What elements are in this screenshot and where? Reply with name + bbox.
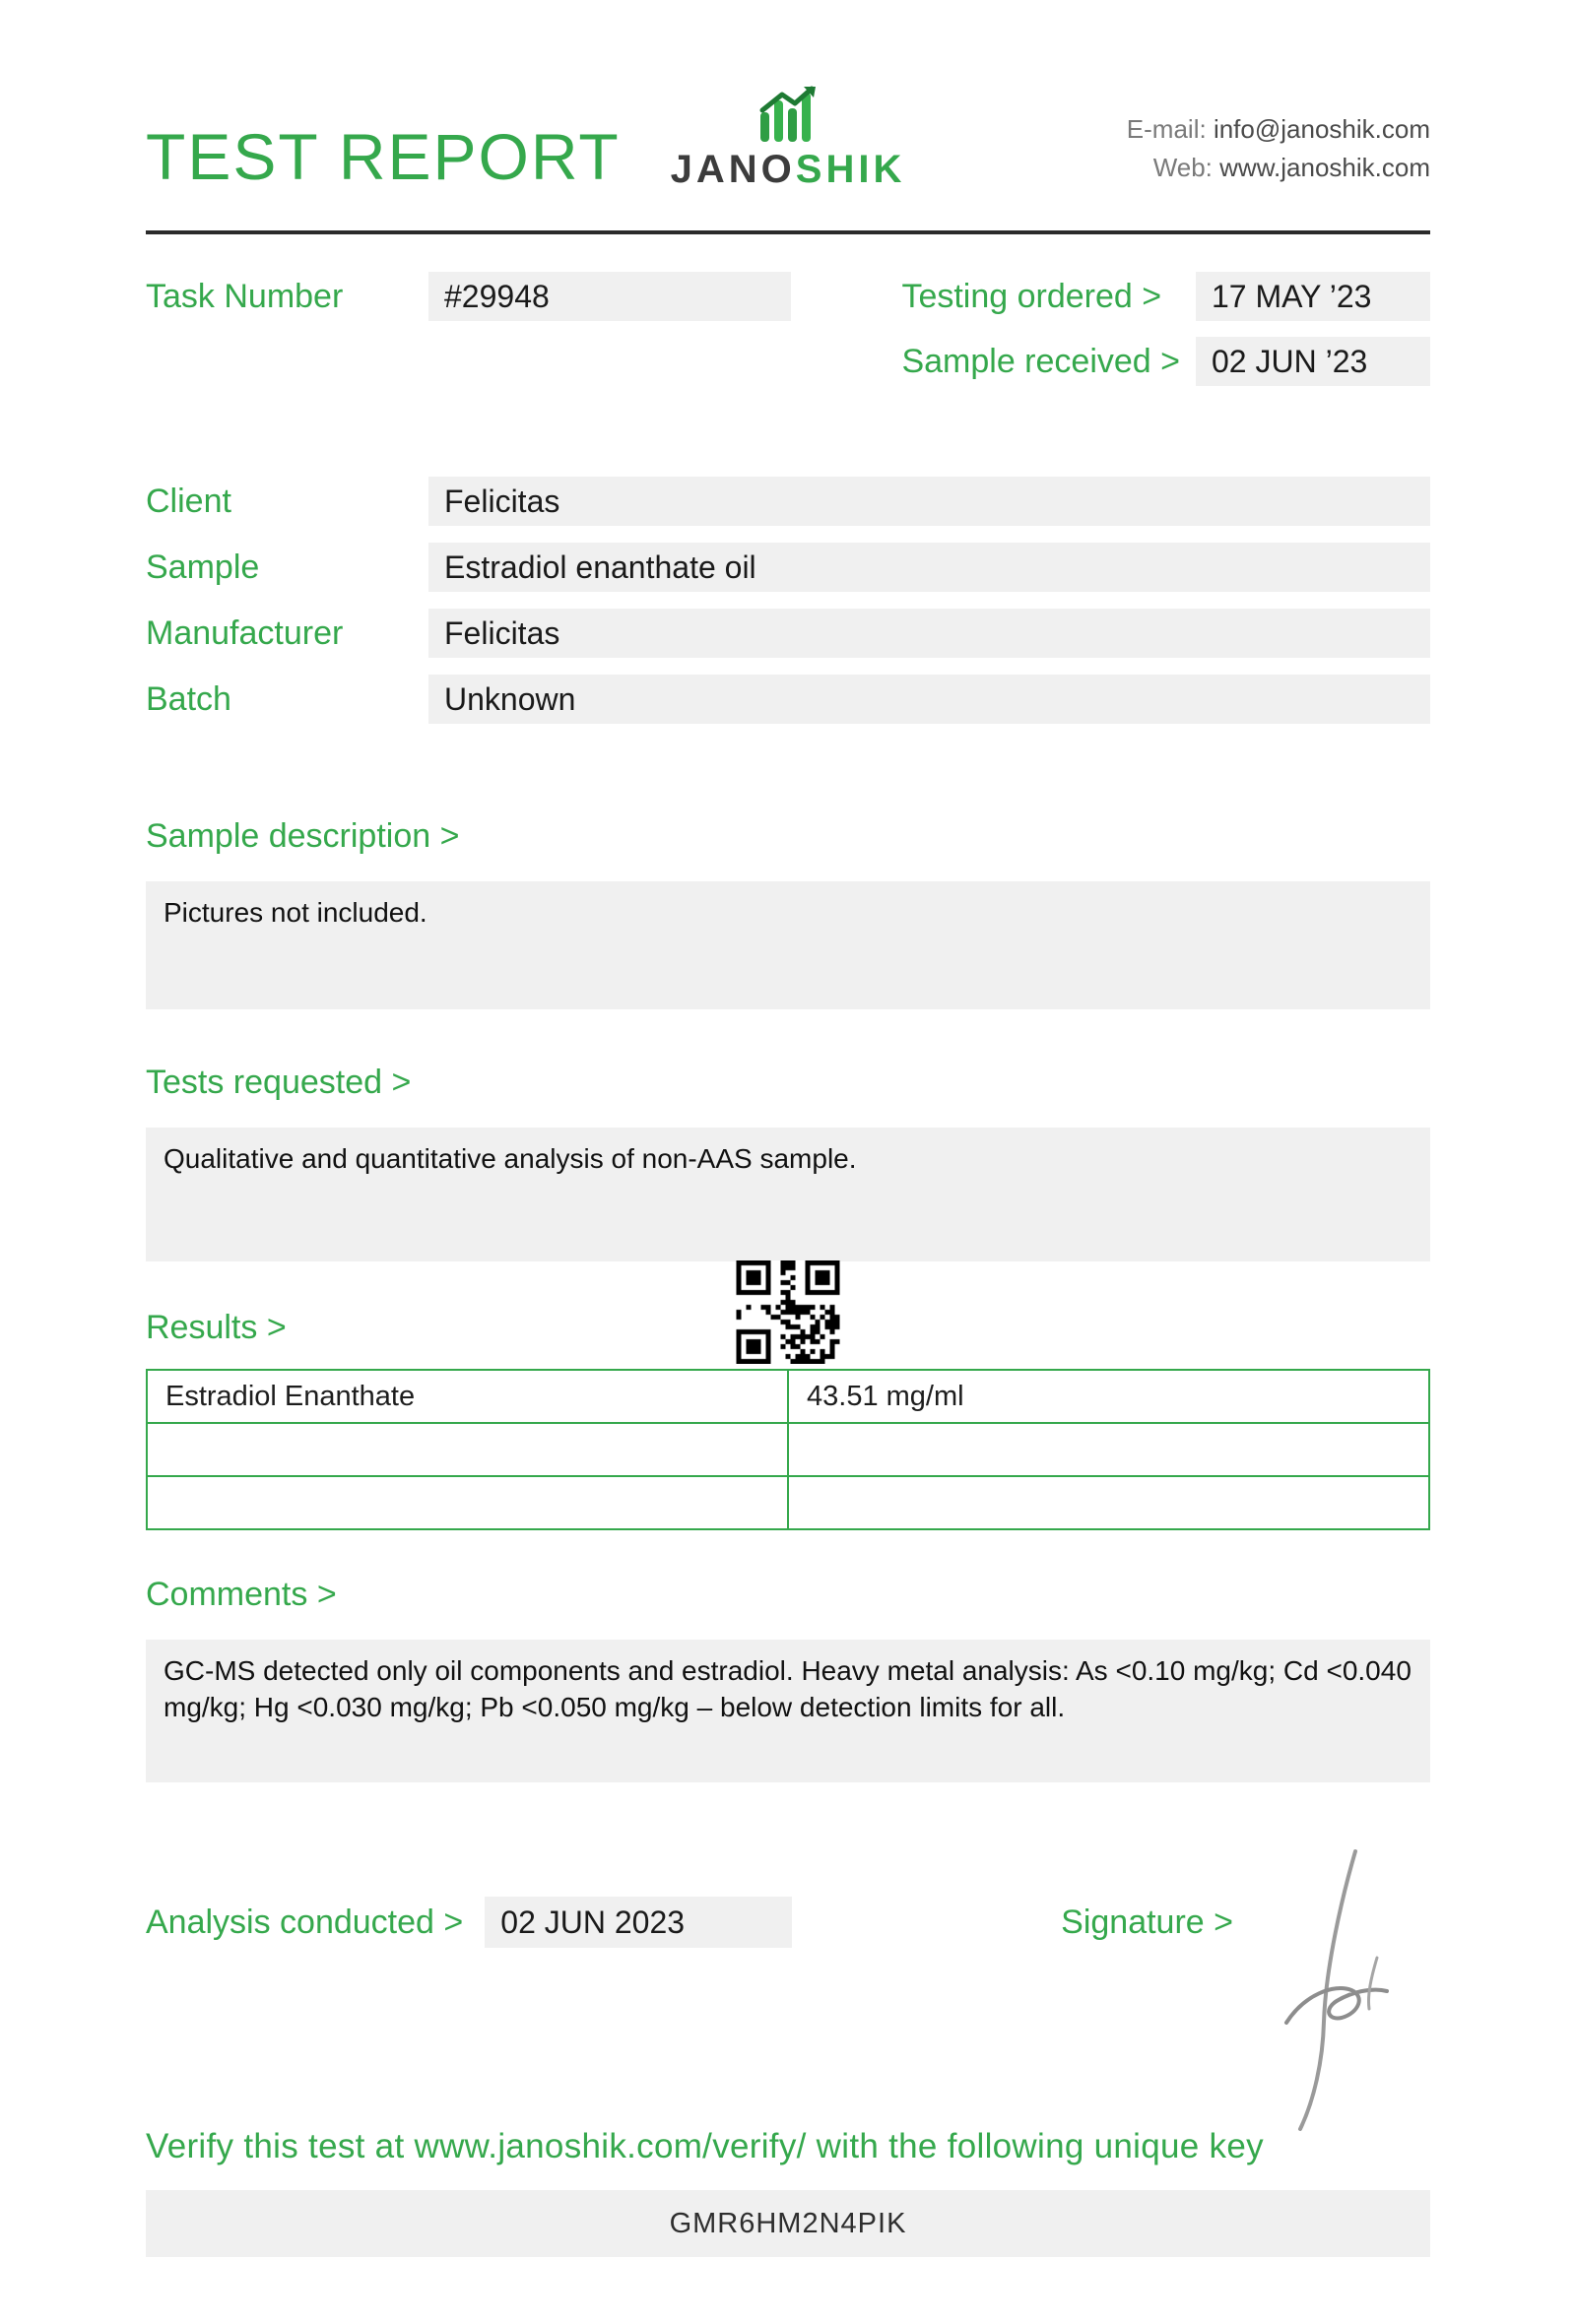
web-line <box>905 149 1430 187</box>
result-concentration <box>788 1423 1429 1476</box>
batch-field <box>428 675 1430 724</box>
results-heading: Results > <box>146 1308 287 1346</box>
result-concentration <box>788 1476 1429 1529</box>
results-section <box>146 1308 1430 1531</box>
page-title: TEST REPORT <box>146 120 621 193</box>
signature-image <box>1261 1840 1409 2135</box>
client-value: Felicitas <box>444 483 560 519</box>
janoshik-logo <box>671 85 906 189</box>
logo-jano: JANO <box>670 148 796 191</box>
result-substance: Estradiol Enanthate <box>147 1370 788 1423</box>
task-number-row <box>146 272 791 321</box>
testing-ordered-field <box>1196 272 1430 321</box>
email-label: E-mail: <box>1126 114 1207 144</box>
verify-instruction: Verify this test at www.janoshik.com/verify/ with the following unique key <box>146 2127 1264 2166</box>
task-number-field <box>428 272 791 321</box>
contact-info <box>905 110 1430 189</box>
verify-key: GMR6HM2N4PIK <box>669 2207 907 2239</box>
task-number-value: #29948 <box>444 278 550 314</box>
logo-wordmark <box>671 150 906 189</box>
sample-description-heading: Sample description > <box>146 817 460 855</box>
qr-code <box>737 1260 840 1364</box>
result-concentration: 43.51 mg/ml <box>788 1370 1429 1423</box>
sample-value: Estradiol enanthate oil <box>444 549 756 585</box>
analysis-date-value: 02 JUN 2023 <box>500 1904 686 1940</box>
tests-requested-heading: Tests requested > <box>146 1063 412 1101</box>
tests-requested-box <box>146 1128 1430 1261</box>
signature-label: Signature > <box>1061 1903 1233 1941</box>
sample-field <box>428 543 1430 592</box>
client-label: Client <box>146 482 231 520</box>
chart-logo-icon <box>749 85 827 146</box>
result-substance <box>147 1423 788 1476</box>
manufacturer-field <box>428 609 1430 658</box>
testing-ordered-label: Testing ordered > <box>901 277 1162 315</box>
comments-text: GC-MS detected only oil components and estradiol. Heavy metal analysis: As <0.10 mg/kg; Cd <0.040 mg/kg; Hg <0.030 mg/kg; Pb <0.050 mg/kg – below detection limits for all. <box>164 1655 1412 1722</box>
manufacturer-label: Manufacturer <box>146 613 344 652</box>
batch-label: Batch <box>146 679 231 718</box>
testing-ordered-value: 17 MAY ’23 <box>1212 278 1372 314</box>
manufacturer-value: Felicitas <box>444 614 560 651</box>
comments-box <box>146 1640 1430 1782</box>
details-section <box>146 477 1430 724</box>
sample-description-text: Pictures not included. <box>164 896 427 928</box>
sample-label: Sample <box>146 548 260 586</box>
analysis-date-field <box>485 1897 792 1948</box>
meta-section <box>146 272 1430 386</box>
batch-value: Unknown <box>444 680 576 717</box>
table-row <box>147 1423 1429 1476</box>
verify-key-box <box>146 2190 1430 2257</box>
results-table <box>146 1369 1430 1530</box>
sample-received-value: 02 JUN ’23 <box>1212 343 1368 379</box>
sample-description-box <box>146 881 1430 1009</box>
result-substance <box>147 1476 788 1529</box>
analysis-conducted-label: Analysis conducted > <box>146 1903 464 1941</box>
header <box>146 0 1430 193</box>
email-value: info@janoshik.com <box>1213 114 1430 144</box>
tests-requested-text: Qualitative and quantitative analysis of non-AAS sample. <box>164 1142 857 1174</box>
sample-received-field <box>1196 337 1430 386</box>
client-field <box>428 477 1430 526</box>
sample-received-label: Sample received > <box>901 342 1180 380</box>
table-row <box>147 1370 1429 1423</box>
dates-grid <box>901 272 1430 386</box>
table-row <box>147 1476 1429 1529</box>
logo-shik: SHIK <box>795 148 906 191</box>
web-label: Web: <box>1152 153 1213 182</box>
web-value: www.janoshik.com <box>1219 153 1430 182</box>
analysis-signature-row <box>146 1897 1430 1948</box>
comments-heading: Comments > <box>146 1576 337 1614</box>
header-divider <box>146 230 1430 234</box>
task-number-label: Task Number <box>146 277 344 315</box>
email-line <box>905 110 1430 149</box>
